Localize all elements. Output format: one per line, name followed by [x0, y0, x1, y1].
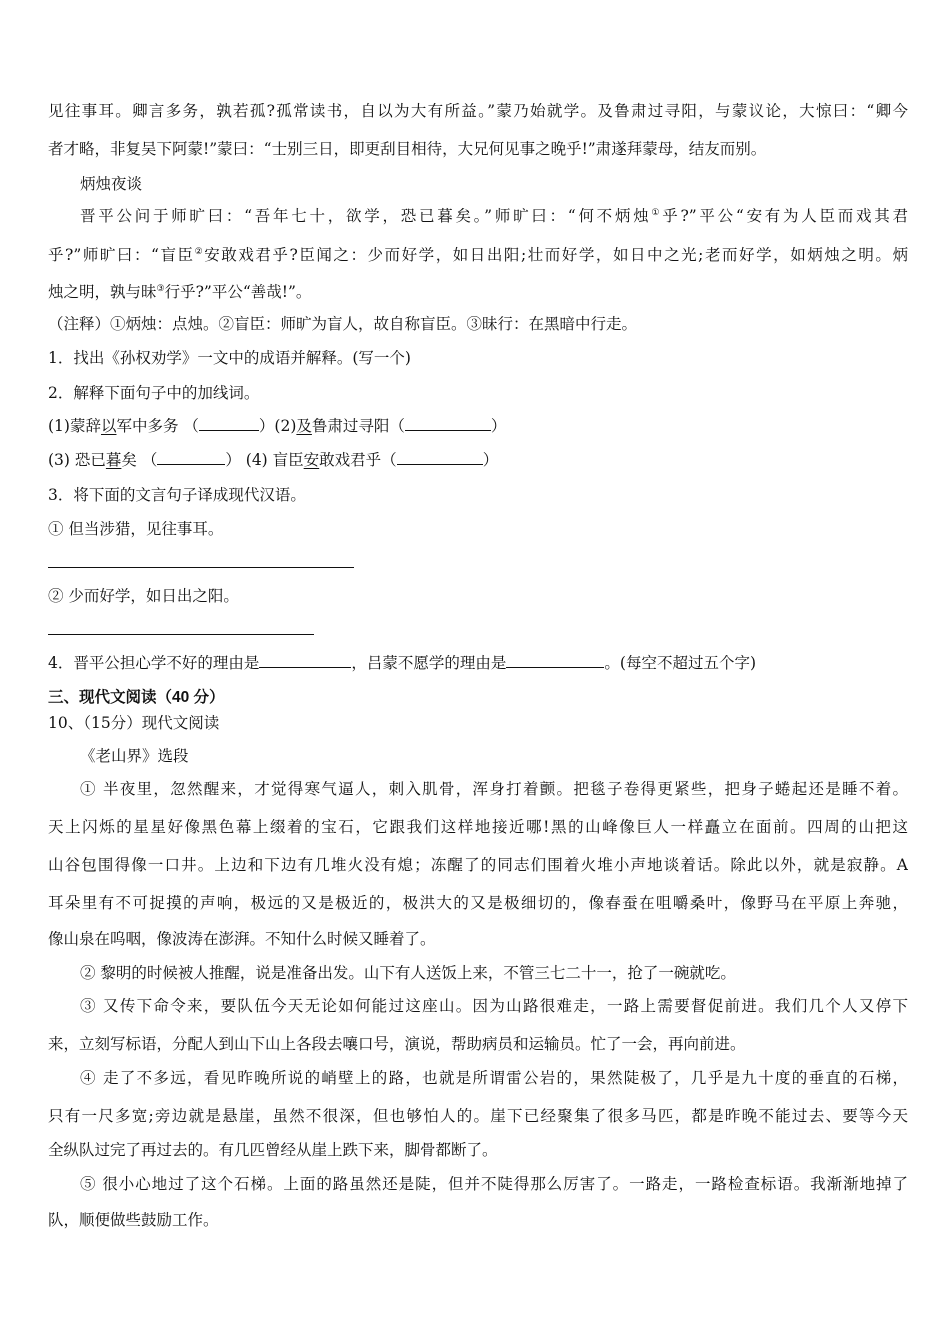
question-3: 3．将下面的文言句子译成现代汉语。	[48, 486, 306, 504]
passage1-line1: 见往事耳。卿言多务，孰若孤?孤常读书，自以为大有所益。”蒙乃始就学。及鲁肃过寻阳，与蒙议论，大惊曰：“卿今	[48, 102, 908, 120]
underlined-word: 暮	[105, 451, 122, 469]
answer-blank[interactable]	[199, 416, 259, 431]
passage2-line1: 晋平公问于师旷曰：“吾年七十，欲学，恐已暮矣。”师旷曰：“何不炳烛①乎?”平公“安有为人臣而戏其君	[80, 207, 908, 225]
answer-line[interactable]	[48, 634, 314, 635]
para1-line3: 山谷包围得像一口井。上边和下边有几堆火没有熄；冻醒了的同志们围着火堆小声地谈着话。除此以外，就是寂静。A	[48, 856, 908, 874]
item-10-label: 10、（15分）现代文阅读	[48, 714, 220, 732]
answer-blank[interactable]	[405, 416, 491, 431]
answer-line[interactable]	[48, 567, 354, 568]
para1-line2: 天上闪烁的星星好像黑色幕上缀着的宝石，它跟我们这样地接近哪!黑的山峰像巨人一样矗立在面前。四周的山把这	[48, 818, 908, 836]
article-title: 《老山界》选段	[80, 747, 189, 765]
para2: ② 黎明的时候被人推醒，说是准备出发。山下有人送饭上来，不管三七二十一，抢了一碗就吃。	[80, 964, 736, 982]
answer-blank[interactable]	[259, 653, 351, 668]
para4-line3: 全纵队过完了再过去的。有几匹曾经从崖上跌下来，脚骨都断了。	[48, 1141, 498, 1159]
question-2: 2．解释下面句子中的加线词。	[48, 384, 260, 402]
question-3-item2: ② 少而好学，如日出之阳。	[48, 587, 239, 605]
para1-line4: 耳朵里有不可捉摸的声响，极远的又是极近的，极洪大的又是极细切的，像春蚕在咀嚼桑叶，像野马在平原上奔驰，	[48, 894, 908, 912]
underlined-word: 以	[100, 417, 117, 435]
answer-blank[interactable]	[397, 450, 483, 465]
passage1-line2: 者才略，非复吴下阿蒙!”蒙曰：“士别三日，即更刮目相待，大兄何见事之晚乎!”肃遂拜蒙母，结友而别。	[48, 140, 767, 158]
para4-line1: ④ 走了不多远，看见昨晚所说的峭壁上的路，也就是所谓雷公岩的，果然陡极了，几乎是九十度的垂直的石梯，	[80, 1069, 908, 1087]
underlined-word: 安	[303, 451, 320, 469]
para3-line2: 来，立刻写标语，分配人到山下山上各段去嚷口号，演说，帮助病员和运输员。忙了一会，再向前进。	[48, 1035, 746, 1053]
passage2-line3: 烛之明，孰与昧③行乎?”平公“善哉!”。	[48, 283, 312, 301]
passage2-notes: （注释）①炳烛：点烛。②盲臣：师旷为盲人，故自称盲臣。③昧行：在黑暗中行走。	[48, 315, 638, 333]
para1-line5: 像山泉在呜咽，像波涛在澎湃。不知什么时候又睡着了。	[48, 930, 436, 948]
question-1: 1．找出《孙权劝学》一文中的成语并解释。(写一个)	[48, 349, 411, 367]
para5-line1: ⑤ 很小心地过了这个石梯。上面的路虽然还是陡，但并不陡得那么厉害了。一路走，一路检查标语。我渐渐地掉了	[80, 1175, 908, 1193]
question-2-line1: (1)蒙辞以军中多务 （ ）(2)及鲁肃过寻阳（ ）	[48, 417, 507, 435]
answer-blank[interactable]	[157, 450, 225, 465]
para4-line2: 只有一尺多宽;旁边就是悬崖，虽然不很深，但也够怕人的。崖下已经聚集了很多马匹，都是昨晚不能过去、要等今天	[48, 1107, 908, 1125]
question-4: 4．晋平公担心学不好的理由是 ，吕蒙不愿学的理由是 。(每空不超过五个字)	[48, 654, 756, 672]
answer-blank[interactable]	[506, 653, 604, 668]
para1-line1: ① 半夜里，忽然醒来，才觉得寒气逼人，刺入肌骨，浑身打着颤。把毯子卷得更紧些，把身子蜷起还是睡不着。	[80, 780, 908, 798]
section-heading: 三、现代文阅读（40 分）	[48, 689, 225, 706]
question-2-line2: (3) 恐已暮矣 （ ） (4) 盲臣安敢戏君乎（ ）	[48, 451, 499, 469]
passage2-line2: 乎?”师旷曰：“盲臣②安敢戏君乎?臣闻之：少而好学，如日出阳;壮而好学，如日中之光;老而好学，如炳烛之明。炳	[48, 246, 908, 264]
para3-line1: ③ 又传下命令来，要队伍今天无论如何能过这座山。因为山路很难走，一路上需要督促前进。我们几个人又停下	[80, 997, 908, 1015]
underlined-word: 及	[296, 417, 312, 435]
question-3-item1: ① 但当涉猎，见往事耳。	[48, 520, 224, 538]
passage2-title: 炳烛夜谈	[80, 175, 143, 193]
para5-line2: 队，顺便做些鼓励工作。	[48, 1211, 219, 1229]
